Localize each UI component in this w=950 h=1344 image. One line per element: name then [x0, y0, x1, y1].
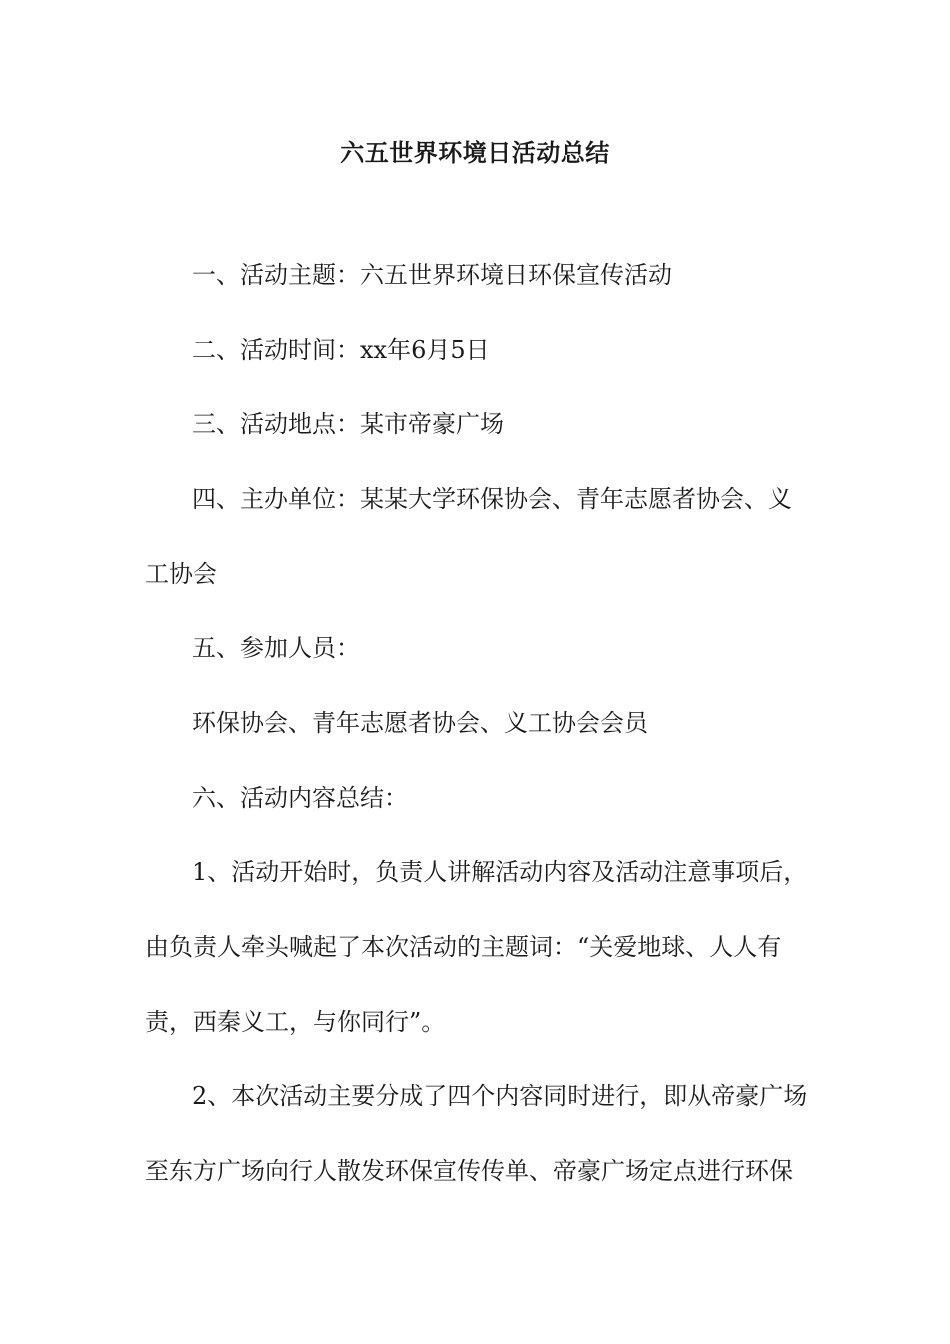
paragraph-line-item1-cont: 由负责人牵头喊起了本次活动的主题词：“关爱地球、人人有	[145, 933, 782, 961]
document-title: 六五世界环境日活动总结	[340, 138, 610, 167]
paragraph-line-item2-cont: 至东方广场向行人散发环保宣传传单、帝豪广场定点进行环保	[145, 1157, 793, 1185]
paragraph-line-time: 二、活动时间：xx年6月5日	[192, 336, 490, 364]
paragraph-line-item1: 1、活动开始时，负责人讲解活动内容及活动注意事项后，	[192, 858, 808, 886]
paragraph-line-location: 三、活动地点：某市帝豪广场	[192, 410, 504, 438]
paragraph-line-summary-heading: 六、活动内容总结：	[192, 784, 408, 812]
paragraph-line-participants: 五、参加人员：	[192, 634, 360, 662]
paragraph-line-theme: 一、活动主题：六五世界环境日环保宣传活动	[192, 261, 672, 289]
paragraph-line-participants-list: 环保协会、青年志愿者协会、义工协会会员	[192, 709, 648, 737]
paragraph-line-item2: 2、本次活动主要分成了四个内容同时进行，即从帝豪广场	[192, 1082, 808, 1110]
paragraph-line-organizers: 四、主办单位：某某大学环保协会、青年志愿者协会、义	[192, 485, 792, 513]
paragraph-line-item1-end: 责，西秦义工，与你同行”。	[145, 1008, 446, 1036]
paragraph-line-organizers-cont: 工协会	[145, 560, 217, 588]
